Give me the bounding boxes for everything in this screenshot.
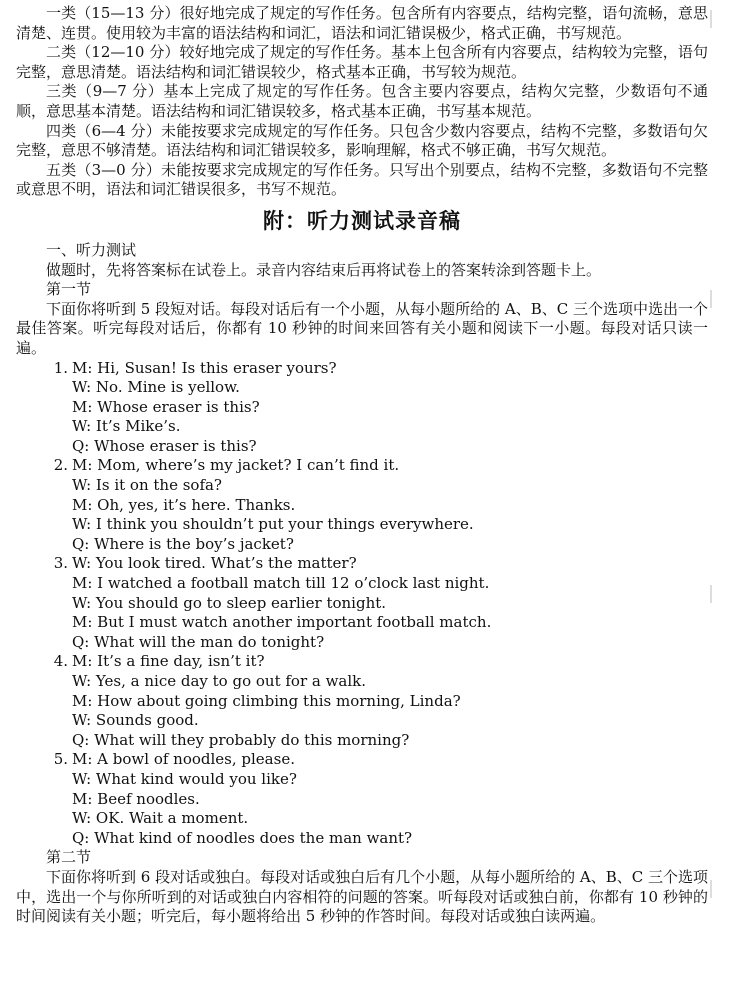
dialogue-number: 4. bbox=[53, 652, 68, 671]
dialogue-line bbox=[16, 750, 708, 770]
dialogue-text: M: Oh, yes, it’s here. Thanks. bbox=[72, 495, 296, 514]
dialogue-number: 1. bbox=[53, 358, 68, 377]
dialogue-line bbox=[16, 417, 708, 437]
dialogue-text: Q: Where is the boy’s jacket? bbox=[72, 534, 294, 553]
part2-instruction: 下面你将听到 6 段对话或独白。每段对话或独白后有几个小题，从每小题所给的 A、B、C 三个选项中，选出一个与你所听到的对话或独白内容相符的问题的答案。听每段对话或独白前，你都有 10 秒钟的时间阅读有关小题；听完后，每小题将给出 5 秒钟的作答时间。每段对话或独白读两遍。 bbox=[16, 867, 708, 926]
dialogue-line bbox=[16, 613, 708, 633]
part1-heading: 第一节 bbox=[46, 280, 92, 299]
dialogue-line bbox=[16, 809, 708, 829]
dialogue-text: Q: What will the man do tonight? bbox=[72, 632, 325, 651]
dialogue-text: W: You look tired. What’s the matter? bbox=[72, 554, 357, 573]
dialogue-line bbox=[16, 496, 708, 516]
dialogue-line bbox=[16, 633, 708, 653]
dialogue-text: W: Yes, a nice day to go out for a walk. bbox=[72, 672, 367, 690]
dialogue-line bbox=[16, 770, 708, 790]
dialogue-line bbox=[16, 829, 708, 849]
dialogue-1 bbox=[16, 359, 708, 457]
dialogue-text: M: Hi, Susan! Is this eraser yours? bbox=[72, 358, 337, 377]
grading-level-3: 三类（9—7 分）基本上完成了规定的写作任务。包含主要内容要点，结构欠完整，少数语句不通顺，意思基本清楚。语法结构和词汇错误较多，格式基本正确，书写基本规范。 bbox=[16, 82, 708, 120]
dialogue-text: Q: What kind of noodles does the man want? bbox=[72, 828, 413, 847]
dialogue-5 bbox=[16, 750, 708, 848]
grading-level-2: 二类（12—10 分）较好地完成了规定的写作任务。基本上包含所有内容要点，结构较为完整，语句完整，意思清楚。语法结构和词汇错误较少，格式基本正确，书写较为规范。 bbox=[16, 43, 708, 81]
dialogue-line bbox=[16, 378, 708, 398]
dialogue-2 bbox=[16, 456, 708, 554]
dialogue-line bbox=[16, 711, 708, 731]
dialogue-list bbox=[16, 359, 708, 849]
scan-mark bbox=[710, 880, 716, 898]
dialogue-text: Q: What will they probably do this morning? bbox=[72, 730, 410, 749]
dialogue-4 bbox=[16, 652, 708, 750]
dialogue-text: W: It’s Mike’s. bbox=[72, 417, 181, 436]
scan-mark bbox=[710, 10, 716, 28]
dialogue-text: M: Beef noodles. bbox=[72, 789, 200, 808]
dialogue-line bbox=[16, 398, 708, 418]
part2-heading: 第二节 bbox=[46, 848, 92, 867]
dialogue-line bbox=[16, 456, 708, 476]
dialogue-line bbox=[16, 476, 708, 496]
dialogue-text: M: I watched a football match till 12 o’clock last night. bbox=[72, 574, 490, 593]
grading-level-1: 一类（15—13 分）很好地完成了规定的写作任务。包含所有内容要点，结构完整，语句流畅，意思清楚、连贯。使用较为丰富的语法结构和词汇，语法和词汇错误极少，格式正确，书写规范。 bbox=[16, 4, 708, 42]
part1-instruction: 下面你将听到 5 段短对话。每段对话后有一个小题，从每小题所给的 A、B、C 三个选项中选出一个最佳答案。听完每段对话后，你都有 10 秒钟的时间来回答有关小题和阅读下一小题。每段对话只读一遍。 bbox=[16, 299, 708, 357]
dialogue-text: M: Mom, where’s my jacket? I can’t find it. bbox=[72, 456, 400, 475]
dialogue-text: W: No. Mine is yellow. bbox=[72, 378, 240, 397]
dialogue-line bbox=[16, 790, 708, 810]
dialogue-text: W: Is it on the sofa? bbox=[72, 476, 222, 495]
dialogue-line bbox=[16, 672, 708, 692]
dialogue-text: M: Whose eraser is this? bbox=[72, 397, 260, 416]
dialogue-line bbox=[16, 731, 708, 751]
dialogue-text: W: Sounds good. bbox=[72, 711, 199, 730]
grading-level-5: 五类（3—0 分）未能按要求完成规定的写作任务。只写出个别要点，结构不完整，多数语句不完整或意思不明，语法和词汇错误很多，书写不规范。 bbox=[16, 160, 708, 199]
page-title: 附：听力测试录音稿 bbox=[263, 208, 461, 233]
dialogue-3 bbox=[16, 554, 708, 652]
section-heading: 一、听力测试 bbox=[46, 240, 137, 259]
dialogue-line bbox=[16, 554, 708, 574]
dialogue-number: 2. bbox=[53, 456, 68, 475]
dialogue-text: W: What kind would you like? bbox=[72, 769, 297, 788]
dialogue-text: M: But I must watch another important football match. bbox=[72, 613, 492, 632]
dialogue-line bbox=[16, 594, 708, 614]
dialogue-number: 3. bbox=[53, 554, 68, 573]
dialogue-line bbox=[16, 574, 708, 594]
dialogue-line bbox=[16, 692, 708, 712]
section-instruction: 做题时，先将答案标在试卷上。录音内容结束后再将试卷上的答案转涂到答题卡上。 bbox=[46, 260, 602, 279]
dialogue-line bbox=[16, 437, 708, 457]
dialogue-text: W: You should go to sleep earlier tonight. bbox=[72, 593, 387, 612]
dialogue-text: M: It’s a fine day, isn’t it? bbox=[72, 652, 265, 671]
dialogue-text: Q: Whose eraser is this? bbox=[72, 436, 257, 455]
dialogue-text: W: I think you shouldn’t put your things everywhere. bbox=[72, 515, 474, 534]
scan-mark bbox=[710, 290, 716, 308]
dialogue-number: 5. bbox=[53, 750, 68, 769]
dialogue-line bbox=[16, 515, 708, 535]
dialogue-line bbox=[16, 359, 708, 379]
dialogue-line bbox=[16, 652, 708, 672]
grading-level-4: 四类（6—4 分）未能按要求完成规定的写作任务。只包含少数内容要点，结构不完整，多数语句欠完整，意思不够清楚。语法结构和词汇错误较多，影响理解，格式不够正确，书写欠规范。 bbox=[16, 121, 708, 160]
dialogue-text: W: OK. Wait a moment. bbox=[72, 809, 249, 828]
dialogue-line bbox=[16, 535, 708, 555]
dialogue-text: M: A bowl of noodles, please. bbox=[72, 750, 295, 769]
scan-mark bbox=[710, 585, 716, 603]
dialogue-text: M: How about going climbing this morning, Linda? bbox=[72, 691, 461, 710]
